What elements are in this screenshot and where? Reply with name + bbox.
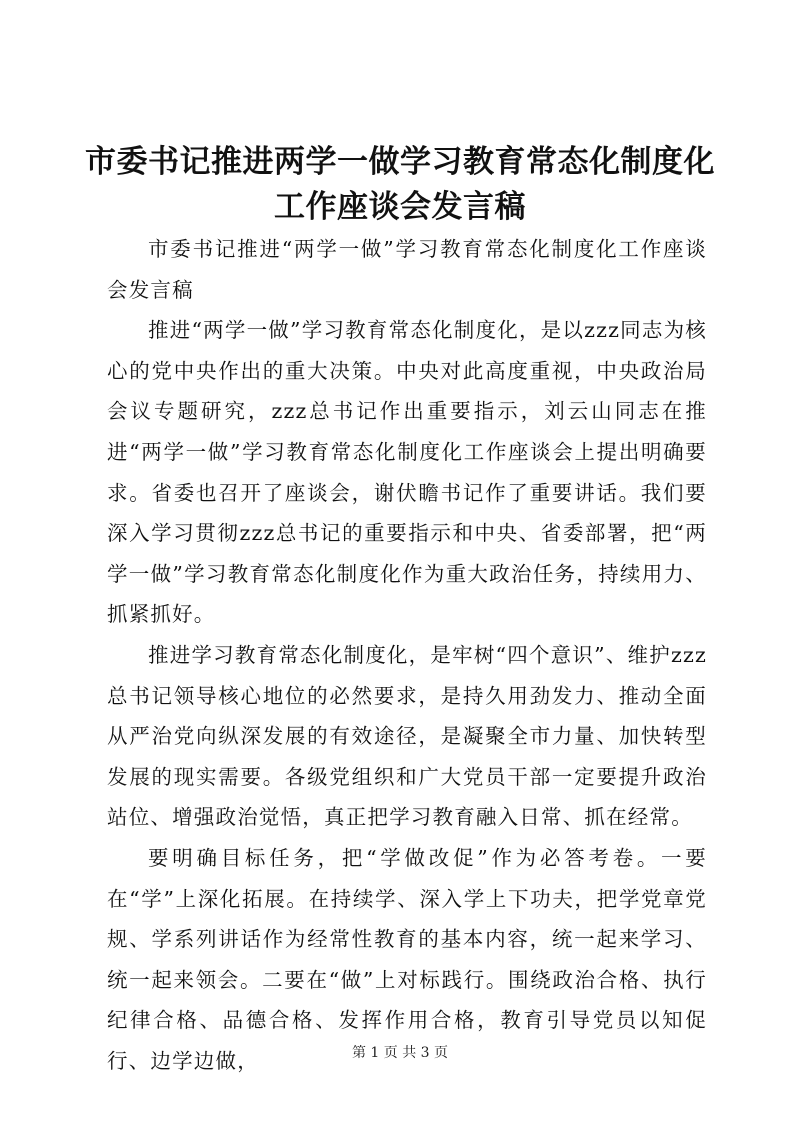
paragraph: 推进“两学一做”学习教育常态化制度化，是以zzz同志为核心的党中央作出的重大决策。中央对此高度重视，中央政治局会议专题研究，zzz总书记作出重要指示，刘云山同志在推进“两学一做”学习教育常态化制度化工作座谈会上提出明确要求。省委也召开了座谈会，谢伏瞻书记作了重要讲话。我们要深入学习贯彻zzz总书记的重要指示和中央、省委部署，把“两学一做”学习教育常态化制度化作为重大政治任务，持续用力、抓紧抓好。: [107, 318, 707, 627]
paragraph: 要明确目标任务，把“学做改促”作为必答考卷。一要在“学”上深化拓展。在持续学、深入学上下功夫，把学党章党规、学系列讲话作为经常性教育的基本内容，统一起来学习、统一起来领会。二要在“做”上对标践行。围绕政治合格、执行纪律合格、品德合格、发挥作用合格，教育引导党员以知促行、边学边做，: [107, 845, 707, 1073]
document-title-line-2: 工作座谈会发言稿: [274, 189, 526, 225]
document-title-line-1: 市委书记推进两学一做学习教育常态化制度化: [85, 144, 715, 180]
paragraph: 市委书记推进“两学一做”学习教育常态化制度化工作座谈会发言稿: [107, 237, 707, 302]
page-footer: 第 1 页 共 3 页: [351, 1045, 449, 1061]
paragraph: 推进学习教育常态化制度化，是牢树“四个意识”、维护zzz总书记领导核心地位的必然要求，是持久用劲发力、推动全面从严治党向纵深发展的有效途径，是凝聚全市力量、加快转型发展的现实需要。各级党组织和广大党员干部一定要提升政治站位、增强政治觉悟，真正把学习教育融入日常、抓在经常。: [107, 642, 707, 830]
document-body: [107, 229, 707, 1081]
